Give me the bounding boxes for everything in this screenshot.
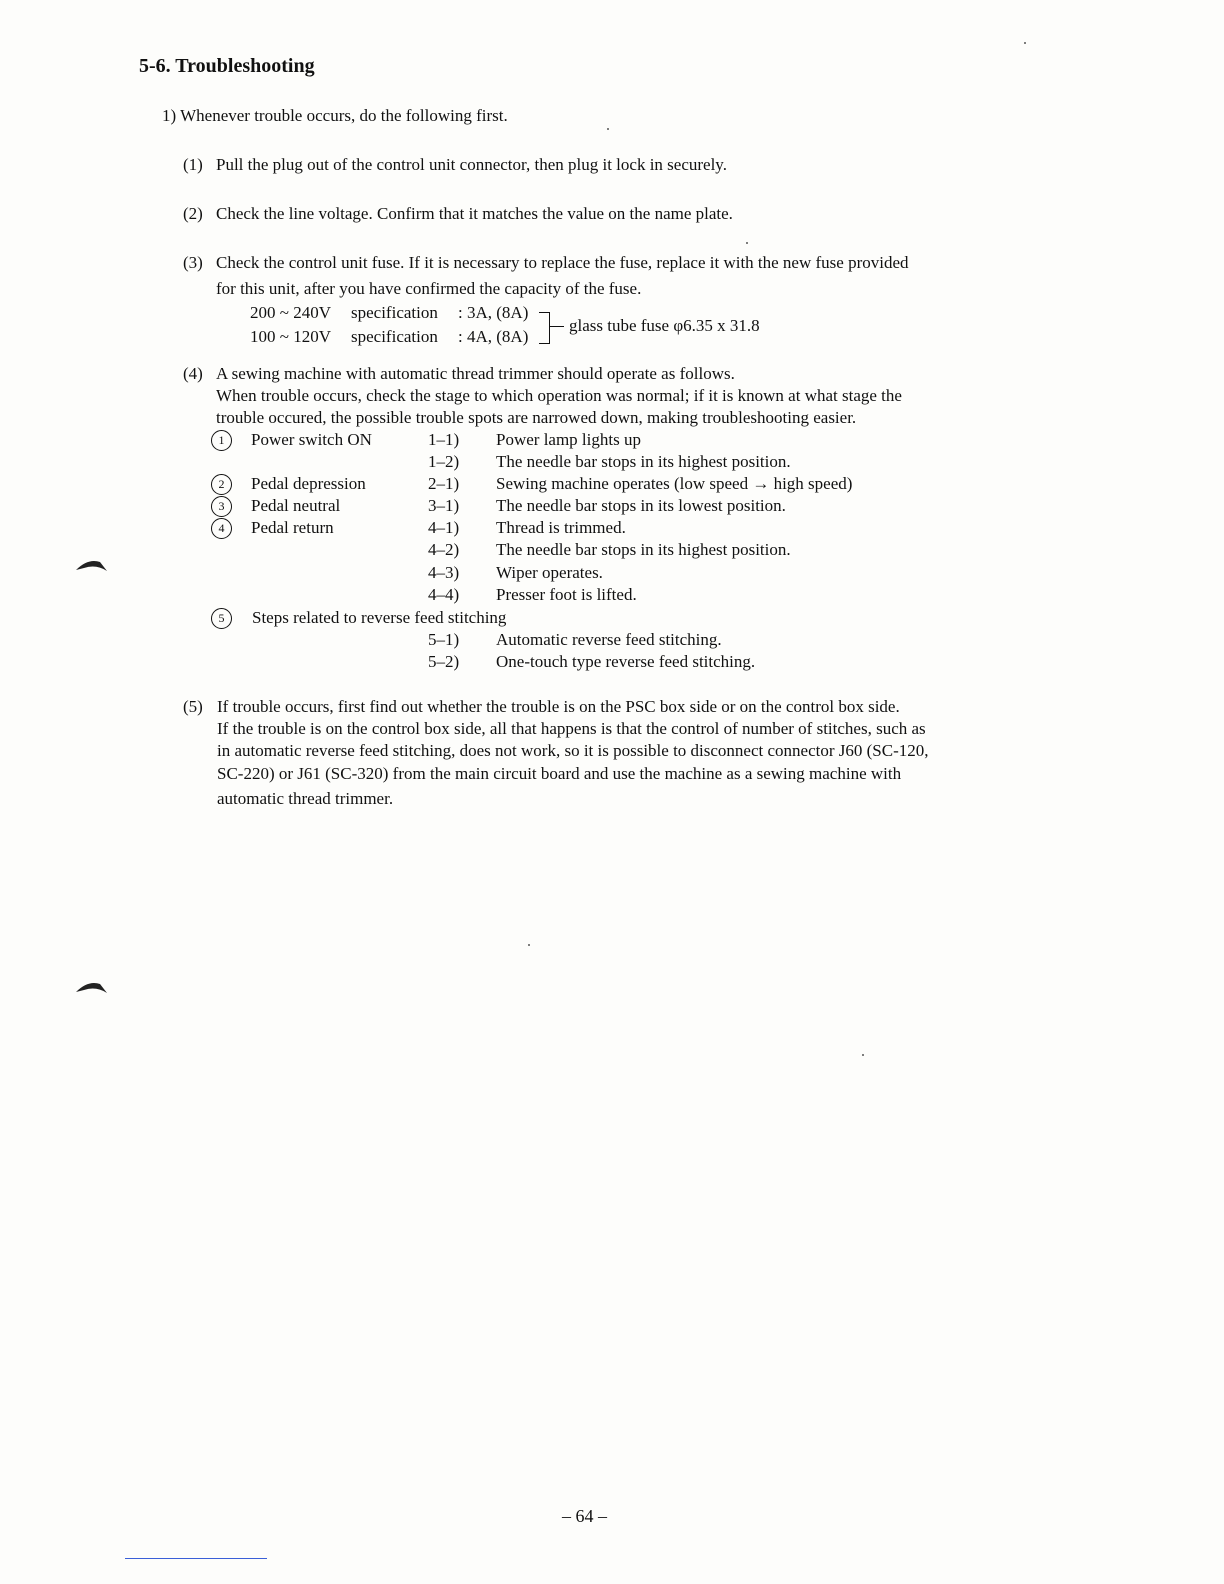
spec-1-value: : 3A, (8A): [458, 303, 529, 322]
step-text: Thread is trimmed.: [496, 518, 626, 537]
spec-bracket: [539, 312, 550, 344]
item-5-number: (5): [183, 697, 203, 716]
item-2-number: (2): [183, 204, 203, 223]
step-code: 5–2): [428, 652, 460, 671]
stage-5-marker: 5: [211, 608, 232, 629]
page-number: – 64 –: [562, 1506, 607, 1526]
item-3-line-1: Check the control unit fuse. If it is necessary to replace the fuse, replace it with the new fuse provided: [216, 253, 909, 272]
scan-speck: [746, 242, 748, 244]
scan-speck: [862, 1054, 864, 1056]
item-4-line-2: When trouble occurs, check the stage to which operation was normal; if it is known at what stage the: [216, 386, 902, 405]
step-text: The needle bar stops in its lowest position.: [496, 496, 786, 515]
step-1-intro: 1) Whenever trouble occurs, do the following first.: [162, 106, 508, 125]
stage-4-marker: 4: [211, 518, 232, 539]
spec-2-label: specification: [351, 327, 438, 346]
stage-3-marker: 3: [211, 496, 232, 517]
punch-mark-icon: [74, 978, 110, 998]
item-5-line-1: If trouble occurs, first find out whether the trouble is on the PSC box side or on the control box side.: [217, 697, 900, 716]
step-code: 4–4): [428, 585, 460, 604]
step-code: 1–2): [428, 452, 460, 471]
spec-1-range: 200 ~ 240V: [250, 303, 331, 322]
scan-speck: [607, 128, 609, 130]
stage-5-label: Steps related to reverse feed stitching: [252, 608, 507, 627]
step-code: 2–1): [428, 474, 460, 493]
spec-bracket-tick: [550, 326, 564, 327]
item-4-line-1: A sewing machine with automatic thread trimmer should operate as follows.: [216, 364, 735, 383]
step-code: 4–3): [428, 563, 460, 582]
step-code: 4–2): [428, 540, 460, 559]
item-1-number: (1): [183, 155, 203, 174]
step-text: Wiper operates.: [496, 563, 603, 582]
item-5-line-3: in automatic reverse feed stitching, does not work, so it is possible to disconnect connector J60 (SC-120,: [217, 741, 929, 760]
item-3-line-2: for this unit, after you have confirmed the capacity of the fuse.: [216, 279, 642, 298]
step-text: The needle bar stops in its highest position.: [496, 540, 791, 559]
step-text: Automatic reverse feed stitching.: [496, 630, 722, 649]
stage-2-label: Pedal depression: [251, 474, 366, 493]
item-1-text: Pull the plug out of the control unit connector, then plug it lock in securely.: [216, 155, 727, 174]
step-text: Presser foot is lifted.: [496, 585, 637, 604]
step-code: 4–1): [428, 518, 460, 537]
scan-speck: [528, 944, 530, 946]
stage-4-label: Pedal return: [251, 518, 334, 537]
step-text: Sewing machine operates (low speed → high speed): [496, 474, 853, 493]
item-5-line-2: If the trouble is on the control box side, all that happens is that the control of number of stitches, such as: [217, 719, 926, 738]
item-4-number: (4): [183, 364, 203, 383]
item-5-line-5: automatic thread trimmer.: [217, 789, 394, 808]
item-3-number: (3): [183, 253, 203, 272]
step-text: One-touch type reverse feed stitching.: [496, 652, 756, 671]
spec-2-range: 100 ~ 120V: [250, 327, 331, 346]
step-code: 1–1): [428, 430, 460, 449]
step-code: 3–1): [428, 496, 460, 515]
scan-speck: [1024, 42, 1026, 44]
item-5-line-4: SC-220) or J61 (SC-320) from the main circuit board and use the machine as a sewing machine with: [217, 764, 902, 783]
spec-2-value: : 4A, (8A): [458, 327, 529, 346]
step-code: 5–1): [428, 630, 460, 649]
step-text: The needle bar stops in its highest position.: [496, 452, 791, 471]
fuse-note: glass tube fuse φ6.35 x 31.8: [569, 316, 760, 335]
step-text: Power lamp lights up: [496, 430, 641, 449]
stage-1-label: Power switch ON: [251, 430, 372, 449]
section-title: 5-6. Troubleshooting: [139, 55, 315, 77]
spec-1-label: specification: [351, 303, 438, 322]
stage-3-label: Pedal neutral: [251, 496, 341, 515]
stage-2-marker: 2: [211, 474, 232, 495]
punch-mark-icon: [74, 556, 110, 576]
item-2-text: Check the line voltage. Confirm that it matches the value on the name plate.: [216, 204, 733, 223]
stage-1-marker: 1: [211, 430, 232, 451]
footer-rule: [125, 1558, 267, 1559]
item-4-line-3: trouble occured, the possible trouble spots are narrowed down, making troubleshooting easier.: [216, 408, 857, 427]
